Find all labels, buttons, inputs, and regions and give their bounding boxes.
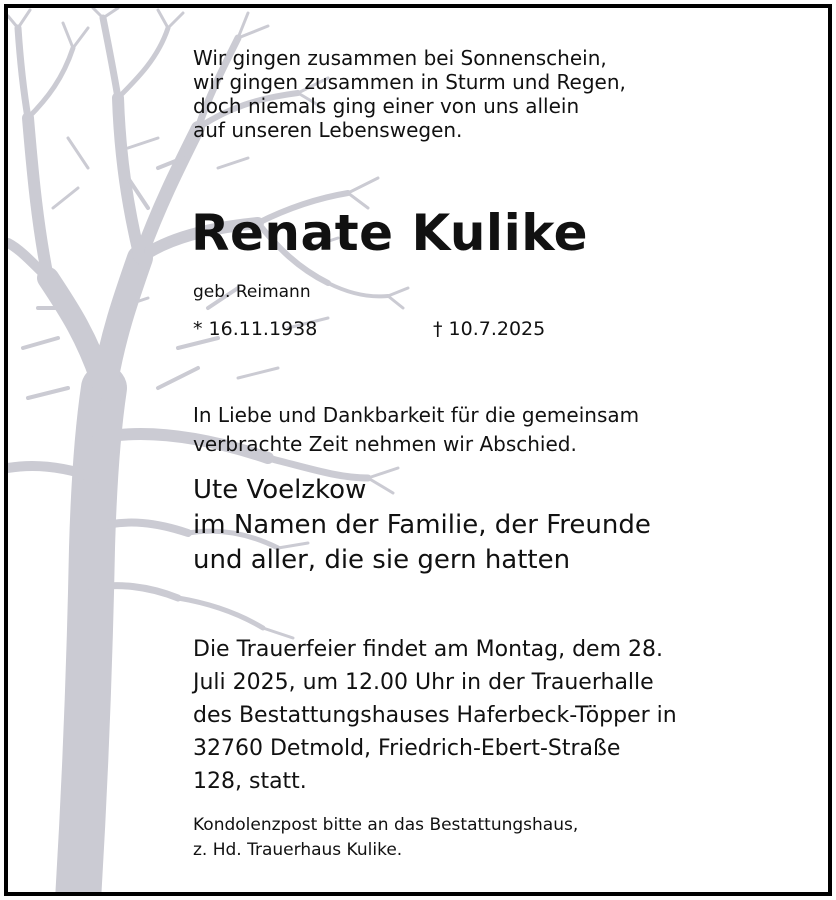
signatory-line: Ute Voelzkow: [193, 475, 367, 505]
farewell-line: In Liebe und Dankbarkeit für die gemeinsam: [193, 403, 640, 427]
service-line: 32760 Detmold, Friedrich-Ebert-Straße: [193, 736, 621, 761]
funeral-service-info: [193, 633, 677, 798]
poem-line: Wir gingen zusammen bei Sonnenschein,: [193, 46, 607, 70]
farewell-line: verbrachte Zeit nehmen wir Abschied.: [193, 432, 577, 456]
deceased-name: Renate Kulike: [191, 204, 589, 262]
service-line: Juli 2025, um 12.00 Uhr in der Trauerhalle: [193, 670, 654, 695]
poem-line: wir gingen zusammen in Sturm und Regen,: [193, 70, 626, 94]
poem-line: doch niemals ging einer von uns allein: [193, 94, 580, 118]
condolence-line: Kondolenzpost bitte an das Bestattungshaus,: [193, 815, 579, 835]
condolence-info: [193, 813, 578, 863]
service-line: des Bestattungshauses Haferbeck-Töpper in: [193, 703, 677, 728]
condolence-line: z. Hd. Trauerhaus Kulike.: [193, 840, 403, 860]
farewell-text: [193, 401, 639, 459]
poem-line: auf unseren Lebenswegen.: [193, 118, 463, 142]
death-date: † 10.7.2025: [433, 318, 546, 340]
signatory-block: [193, 473, 651, 578]
birth-date: * 16.11.1938: [193, 318, 318, 340]
signatory-line: und aller, die sie gern hatten: [193, 545, 571, 575]
memorial-poem: [193, 46, 626, 142]
obituary-notice: [4, 4, 832, 896]
maiden-name: geb. Reimann: [193, 282, 311, 302]
signatory-line: im Namen der Familie, der Freunde: [193, 510, 651, 540]
service-line: Die Trauerfeier findet am Montag, dem 28.: [193, 637, 663, 662]
service-line: 128, statt.: [193, 769, 307, 794]
